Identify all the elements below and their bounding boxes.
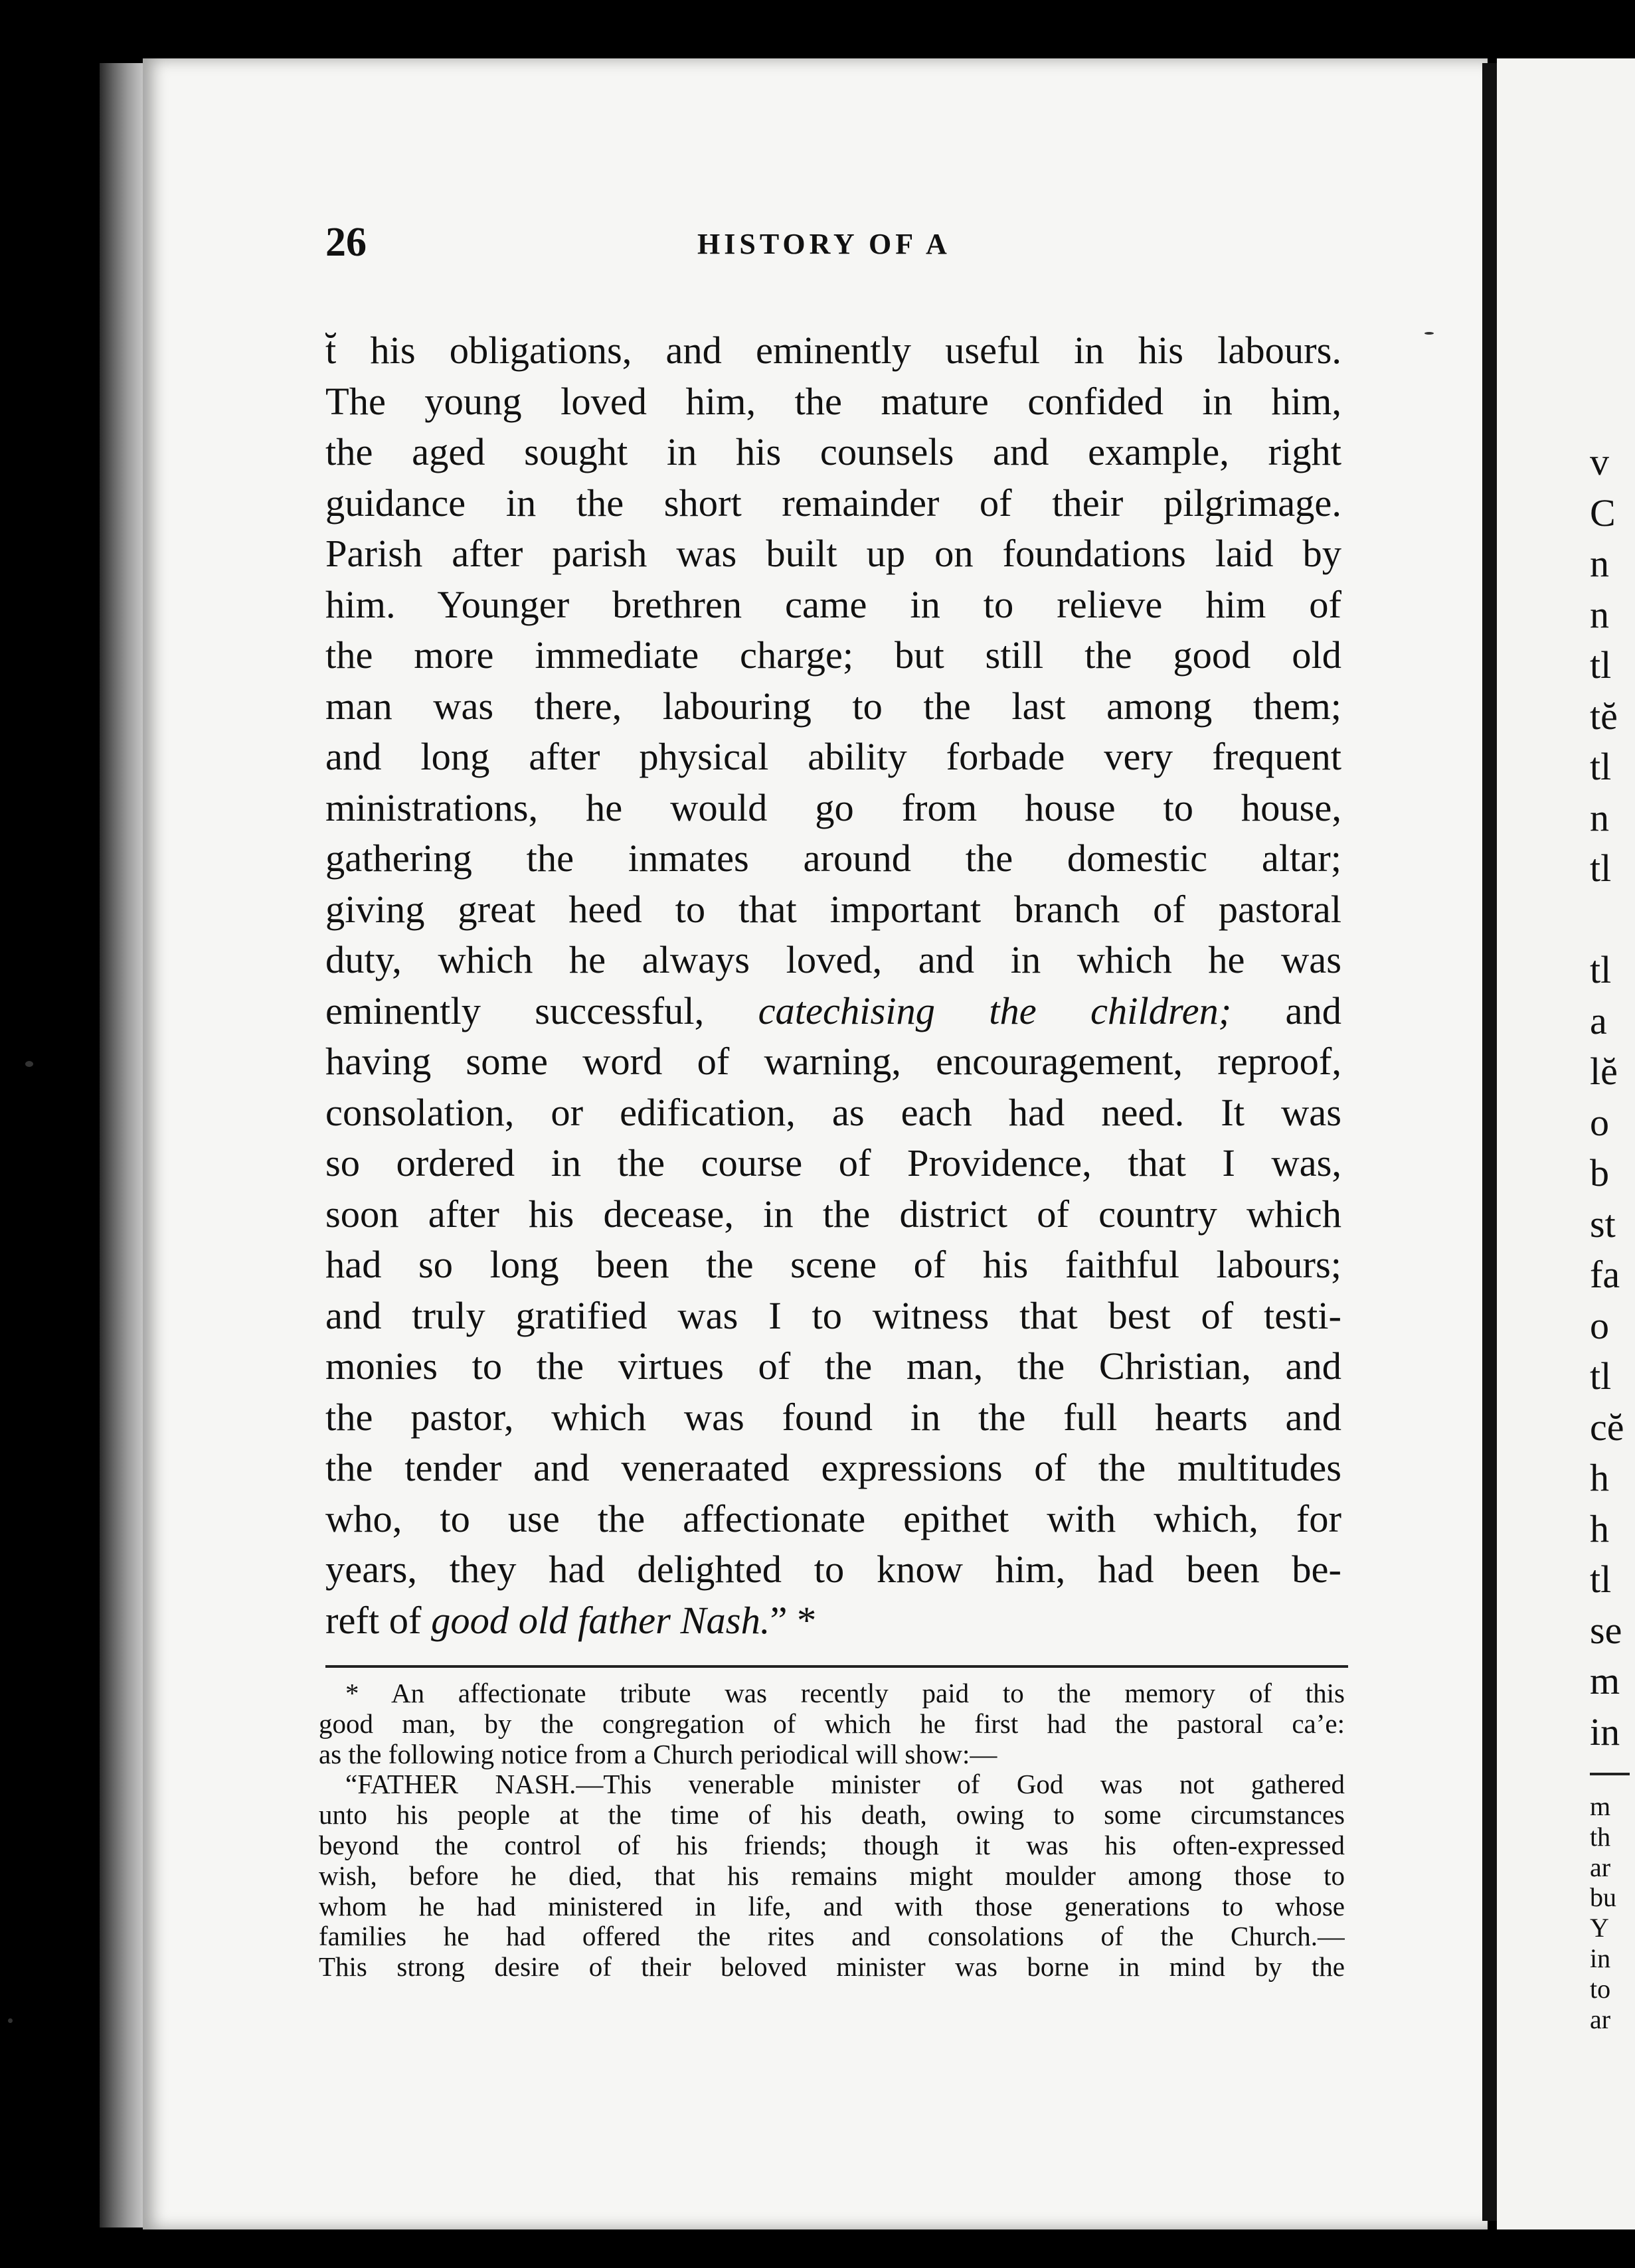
facing-page-line: n bbox=[1590, 542, 1609, 585]
footnote-rule bbox=[325, 1665, 1348, 1668]
footnote-line: families he had offered the rites and consolations of the Church.— bbox=[319, 1921, 1345, 1952]
body-line-start: reft of bbox=[325, 1598, 422, 1642]
scan-speck bbox=[1424, 332, 1434, 335]
body-line: who, to use the affectionate epithet with which, for bbox=[325, 1497, 1341, 1540]
body-line-end: and bbox=[1285, 989, 1341, 1032]
facing-page-line: n bbox=[1590, 795, 1609, 839]
body-line: him. Younger brethren came in to relieve him of bbox=[325, 582, 1341, 626]
facing-page-footnote-line: ar bbox=[1590, 2004, 1611, 2034]
facing-page-line: o bbox=[1590, 1303, 1609, 1347]
facing-page-line: C bbox=[1590, 491, 1616, 534]
facing-page-line: tl bbox=[1590, 745, 1612, 788]
body-line: soon after his decease, in the district of country which bbox=[325, 1192, 1341, 1236]
facing-page-line: tl bbox=[1590, 643, 1612, 687]
footnote-line: whom he had ministered in life, and with those generations to whose bbox=[319, 1891, 1345, 1921]
body-line: ministrations, he would go from house to house, bbox=[325, 785, 1341, 829]
body-line: the tender and veneraated expressions of the multitudes bbox=[325, 1446, 1341, 1489]
body-line: consolation, or edification, as each had need. It was bbox=[325, 1090, 1341, 1134]
body-line: the aged sought in his counsels and example, right bbox=[325, 430, 1341, 473]
footnote-line: unto his people at the time of his death, owing to some circumstances bbox=[319, 1800, 1345, 1830]
facing-page-line: se bbox=[1590, 1608, 1622, 1652]
facing-page-line: h bbox=[1590, 1506, 1609, 1550]
scan-border bbox=[0, 2229, 1635, 2268]
facing-page-line: in bbox=[1590, 1710, 1620, 1753]
body-line: the more immediate charge; but still the good old bbox=[325, 633, 1341, 677]
footnote-line: This strong desire of their beloved minister was borne in mind by the bbox=[319, 1952, 1345, 1983]
facing-page-line: tl bbox=[1590, 948, 1612, 991]
body-line: giving great heed to that important branch of pastoral bbox=[325, 887, 1341, 931]
body-line: so ordered in the course of Providence, that I was, bbox=[325, 1141, 1341, 1184]
footnote-marker: ” * bbox=[770, 1598, 817, 1642]
scan-speck bbox=[8, 2018, 13, 2023]
body-line: man was there, labouring to the last among them; bbox=[325, 684, 1341, 728]
body-line: having some word of warning, encouragement, reproof, bbox=[325, 1040, 1341, 1083]
facing-page-line: lĕ bbox=[1590, 1050, 1618, 1093]
facing-page-line: tĕ bbox=[1590, 694, 1618, 738]
body-line: had so long been the scene of his faithful labours; bbox=[325, 1243, 1341, 1286]
body-line: t̆ his obligations, and eminently useful in his labours. bbox=[325, 329, 1341, 372]
facing-page-line: o bbox=[1590, 1100, 1609, 1144]
facing-page-fragment bbox=[1497, 58, 1635, 2229]
body-line: and truly gratified was I to witness that best of testi- bbox=[325, 1293, 1341, 1337]
body-line: years, they had delighted to know him, had been be- bbox=[325, 1548, 1341, 1591]
page-number: 26 bbox=[325, 220, 367, 265]
footnote-line: wish, before he died, that his remains might moulder among those to bbox=[319, 1860, 1345, 1891]
facing-page-footnote-line: to bbox=[1590, 1973, 1611, 2004]
facing-page-line: m bbox=[1590, 1659, 1620, 1702]
facing-page-rule bbox=[1590, 1773, 1630, 1775]
body-line: guidance in the short remainder of their pilgrimage. bbox=[325, 481, 1341, 525]
facing-page-text bbox=[1590, 437, 1624, 1757]
body-line: monies to the virtues of the man, the Christian, and bbox=[325, 1344, 1341, 1388]
body-line: and long after physical ability forbade very frequent bbox=[325, 735, 1341, 778]
facing-page-line: h bbox=[1590, 1456, 1609, 1499]
body-line: gathering the inmates around the domestic altar; bbox=[325, 837, 1341, 880]
facing-page-line: cĕ bbox=[1590, 1405, 1624, 1449]
scan-speck bbox=[25, 1061, 33, 1067]
page-header bbox=[325, 219, 1335, 279]
footnote-line: good man, by the congregation of which he first had the pastoral ca’e: bbox=[319, 1708, 1345, 1739]
facing-page-line: st bbox=[1590, 1202, 1616, 1246]
footnote bbox=[319, 1678, 1345, 1983]
running-head: HISTORY OF A bbox=[697, 228, 951, 260]
body-line: Parish after parish was built up on foundations laid by bbox=[325, 532, 1341, 575]
facing-page-footnote-line: bu bbox=[1590, 1882, 1616, 1913]
page-fold-shadow bbox=[1482, 63, 1497, 2221]
body-line: The young loved him, the mature confided in him, bbox=[325, 379, 1341, 423]
body-line-final bbox=[325, 1595, 1341, 1647]
body-line: duty, which he always loved, and in which he was bbox=[325, 938, 1341, 981]
footnote-line: beyond the control of his friends; though it was his often-expressed bbox=[319, 1830, 1345, 1860]
facing-page-footnote-line: th bbox=[1590, 1821, 1611, 1852]
footnote-line: as the following notice from a Church periodical will show:— bbox=[319, 1739, 997, 1769]
facing-page-footnote bbox=[1590, 1791, 1616, 2034]
facing-page-line: tl bbox=[1590, 1558, 1612, 1601]
facing-page-line: n bbox=[1590, 592, 1609, 636]
facing-page-line: v bbox=[1590, 440, 1609, 483]
footnote-line: * An affectionate tribute was recently paid to the memory of this bbox=[345, 1678, 1345, 1708]
facing-page-line: a bbox=[1590, 999, 1607, 1042]
body-line-italic-phrase bbox=[325, 986, 1341, 1037]
body-text bbox=[325, 325, 1341, 1646]
facing-page-footnote-line: m bbox=[1590, 1791, 1611, 1821]
body-line: the pastor, which was found in the full hearts and bbox=[325, 1395, 1341, 1439]
facing-page-footnote-line: in bbox=[1590, 1943, 1611, 1973]
footnote-line: “FATHER NASH.—This venerable minister of God was not gathered bbox=[345, 1769, 1345, 1800]
facing-page-footnote-line: ar bbox=[1590, 1852, 1611, 1882]
facing-page-line: b bbox=[1590, 1151, 1609, 1194]
facing-page-footnote-line: Y bbox=[1590, 1913, 1609, 1943]
facing-page-line: tl bbox=[1590, 847, 1612, 890]
facing-page-line bbox=[1590, 894, 1624, 945]
facing-page-line: tl bbox=[1590, 1354, 1612, 1398]
italic-phrase: catechising the children; bbox=[758, 989, 1232, 1032]
facing-page-line: fa bbox=[1590, 1253, 1620, 1296]
page-gutter bbox=[100, 63, 146, 2228]
italic-phrase: good old father Nash. bbox=[431, 1598, 770, 1642]
body-line-start: eminently successful, bbox=[325, 989, 705, 1032]
